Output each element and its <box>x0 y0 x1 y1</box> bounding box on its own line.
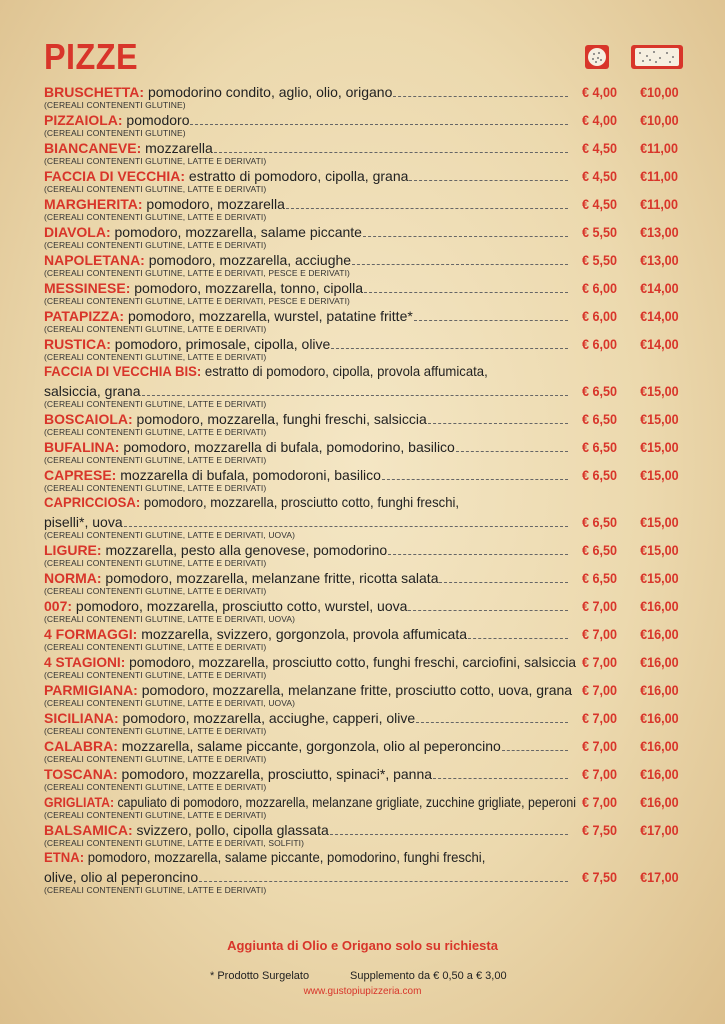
price-large: €13,00 <box>640 252 679 268</box>
pizza-ingredients: pomodoro, mozzarella <box>142 196 285 212</box>
menu-item-price-line <box>44 409 684 429</box>
dotted-leader <box>364 292 568 293</box>
price-large: €14,00 <box>640 336 679 352</box>
menu-item <box>44 82 684 110</box>
menu-item <box>44 409 684 437</box>
allergens-note: (CEREALI CONTENENTI GLUTINE, LATTE E DERIVATI) <box>44 782 267 792</box>
pizza-ingredients-continued: piselli*, uova <box>44 514 123 530</box>
pizza-ingredients: estratto di pomodoro, cipolla, grana <box>185 168 409 184</box>
price-large: €11,00 <box>640 196 678 212</box>
pizza-ingredients: pomodoro, mozzarella, prosciutto cotto, wurstel, uova <box>72 598 408 614</box>
pizza-name: SICILIANA: <box>44 710 119 726</box>
menu-item <box>44 568 684 596</box>
price-large: €16,00 <box>640 626 679 642</box>
pizza-ingredients: mozzarella, salame piccante, gorgonzola, olio al peperoncino <box>117 738 501 754</box>
menu-item <box>44 652 684 680</box>
price-large: €14,00 <box>640 308 679 324</box>
menu-item-price-line <box>44 465 684 485</box>
menu-item-price-line <box>44 820 684 840</box>
price-small: € 6,50 <box>581 439 617 455</box>
menu-item <box>44 493 684 540</box>
allergens-note: (CEREALI CONTENENTI GLUTINE, LATTE E DERIVATI) <box>44 483 267 493</box>
price-small: € 5,50 <box>581 252 617 268</box>
price-small: € 6,50 <box>581 570 617 586</box>
pizza-ingredients: pomodoro, mozzarella, prosciutto cotto, funghi freschi, carciofini, salsiccia <box>125 654 577 670</box>
menu-item <box>44 362 684 409</box>
dotted-leader <box>190 124 568 125</box>
price-small: € 4,00 <box>581 112 617 128</box>
price-large: €15,00 <box>640 542 679 558</box>
dotted-leader <box>331 348 568 349</box>
price-large: €15,00 <box>640 514 679 530</box>
page-title: PIZZE <box>44 36 139 77</box>
allergens-note: (CEREALI CONTENENTI GLUTINE, LATTE E DERIVATI) <box>44 240 267 250</box>
price-large: €13,00 <box>640 224 679 240</box>
price-large: €15,00 <box>640 383 679 399</box>
pizza-name: PARMIGIANA: <box>44 682 138 698</box>
oil-oregano-note: Aggiunta di Olio e Origano solo su richiesta <box>227 938 498 953</box>
price-large: €15,00 <box>640 467 679 483</box>
menu-item <box>44 680 684 708</box>
pizza-name: 4 FORMAGGI: <box>44 626 138 642</box>
pizza-name: NAPOLETANA: <box>44 252 145 268</box>
pizza-ingredients: pomodoro, mozzarella, wurstel, patatine fritte* <box>124 308 413 324</box>
menu-item <box>44 848 684 895</box>
menu-item-price-line <box>44 596 684 616</box>
menu-item-price-line <box>44 138 684 158</box>
menu-item-price-line <box>44 512 684 532</box>
menu-item-first-line <box>44 848 644 867</box>
menu-item <box>44 596 684 624</box>
pizza-name: PIZZAIOLA: <box>44 112 123 128</box>
price-large: €16,00 <box>640 654 679 670</box>
pizza-name: PATAPIZZA: <box>44 308 125 324</box>
dotted-leader <box>388 554 568 555</box>
allergens-note: (CEREALI CONTENENTI GLUTINE, LATTE E DERIVATI) <box>44 352 267 362</box>
price-small: € 7,00 <box>581 626 617 642</box>
pizza-ingredients: pomodoro, mozzarella, prosciutto, spinaci*, panna <box>117 766 433 782</box>
dotted-leader <box>352 264 568 265</box>
pizza-ingredients: pomodoro, mozzarella, salame piccante <box>110 224 362 240</box>
allergens-note: (CEREALI CONTENENTI GLUTINE, LATTE E DERIVATI) <box>44 156 267 166</box>
menu-item-price-line <box>44 624 684 644</box>
dotted-leader <box>409 180 568 181</box>
menu-item <box>44 110 684 138</box>
dotted-leader <box>416 722 568 723</box>
pizza-name: MARGHERITA: <box>44 196 143 212</box>
price-large: €10,00 <box>640 112 679 128</box>
allergens-note: (CEREALI CONTENENTI GLUTINE, LATTE E DERIVATI, UOVA) <box>44 614 296 624</box>
price-large: €17,00 <box>640 869 679 885</box>
pizza-ingredients: pomodoro, mozzarella di bufala, pomodorino, basilico <box>119 439 455 455</box>
menu-item <box>44 764 684 792</box>
price-small: € 4,50 <box>581 140 617 156</box>
menu-item-price-line <box>44 680 684 700</box>
dotted-leader <box>428 423 568 424</box>
pizza-ingredients: pomodoro, mozzarella, funghi freschi, salsiccia <box>132 411 427 427</box>
pizza-menu-list <box>44 82 684 895</box>
menu-item-price-line <box>44 222 684 242</box>
menu-item-first-line <box>44 362 644 381</box>
allergens-note: (CEREALI CONTENENTI GLUTINE, LATTE E DERIVATI) <box>44 810 267 820</box>
dotted-leader <box>124 526 568 527</box>
pizza-name: CAPRICCIOSA: <box>44 494 141 510</box>
price-small: € 6,50 <box>581 411 617 427</box>
price-large: €16,00 <box>640 794 679 810</box>
menu-item <box>44 437 684 465</box>
menu-item <box>44 334 684 362</box>
pizza-ingredients: pomodoro, mozzarella, acciughe, capperi, olive <box>118 710 416 726</box>
frozen-product-note: * Prodotto Surgelato <box>210 970 310 982</box>
menu-item <box>44 540 684 568</box>
menu-item <box>44 736 684 764</box>
pizza-name: MESSINESE: <box>44 280 131 296</box>
large-pizza-icon <box>630 44 684 70</box>
allergens-note: (CEREALI CONTENENTI GLUTINE, LATTE E DERIVATI) <box>44 885 267 895</box>
pizza-ingredients-continued: olive, olio al peperoncino <box>44 869 199 885</box>
menu-item-price-line <box>44 250 684 270</box>
price-small: € 6,00 <box>581 308 617 324</box>
allergens-note: (CEREALI CONTENENTI GLUTINE, LATTE E DERIVATI) <box>44 212 267 222</box>
allergens-note: (CEREALI CONTENENTI GLUTINE, LATTE E DERIVATI) <box>44 324 267 334</box>
price-small: € 7,00 <box>581 682 617 698</box>
pizza-ingredients: mozzarella di bufala, pomodoroni, basilico <box>116 467 381 483</box>
menu-item-price-line <box>44 568 684 588</box>
menu-item <box>44 166 684 194</box>
allergens-note: (CEREALI CONTENENTI GLUTINE, LATTE E DERIVATI) <box>44 726 267 736</box>
allergens-note: (CEREALI CONTENENTI GLUTINE, LATTE E DERIVATI) <box>44 184 267 194</box>
dotted-leader <box>142 395 569 396</box>
pizza-name: ETNA: <box>44 849 85 865</box>
menu-item-price-line <box>44 652 684 672</box>
allergens-note: (CEREALI CONTENENTI GLUTINE, LATTE E DERIVATI) <box>44 455 267 465</box>
pizza-ingredients: capuliato di pomodoro, mozzarella, melanzane grigliate, zucchine grigliate, peperoni <box>114 794 577 810</box>
pizza-name: GRIGLIATA: <box>44 794 115 810</box>
allergens-note: (CEREALI CONTENENTI GLUTINE, LATTE E DERIVATI) <box>44 586 267 596</box>
menu-item-price-line <box>44 792 684 812</box>
dotted-leader <box>286 208 568 209</box>
allergens-note: (CEREALI CONTENENTI GLUTINE, LATTE E DERIVATI, PESCE E DERIVATI) <box>44 268 350 278</box>
pizza-ingredients-continued: salsiccia, grana <box>44 383 141 399</box>
menu-item-price-line <box>44 82 684 102</box>
pizza-name: 4 STAGIONI: <box>44 654 126 670</box>
price-large: €15,00 <box>640 439 679 455</box>
menu-item <box>44 708 684 736</box>
menu-item-price-line <box>44 194 684 214</box>
dotted-leader <box>439 582 568 583</box>
price-large: €15,00 <box>640 411 679 427</box>
price-large: €16,00 <box>640 738 679 754</box>
price-large: €17,00 <box>640 822 679 838</box>
dotted-leader <box>382 479 568 480</box>
menu-item-price-line <box>44 708 684 728</box>
pizza-name: LIGURE: <box>44 542 102 558</box>
menu-item <box>44 624 684 652</box>
pizza-name: NORMA: <box>44 570 102 586</box>
price-small: € 7,00 <box>581 738 617 754</box>
menu-item <box>44 194 684 222</box>
price-small: € 7,00 <box>581 598 617 614</box>
price-large: €16,00 <box>640 682 679 698</box>
price-large: €16,00 <box>640 598 679 614</box>
dotted-leader <box>408 610 568 611</box>
allergens-note: (CEREALI CONTENENTI GLUTINE, LATTE E DERIVATI, PESCE E DERIVATI) <box>44 296 350 306</box>
dotted-leader <box>199 881 568 882</box>
menu-item-price-line <box>44 736 684 756</box>
menu-item <box>44 465 684 493</box>
pizza-name: BOSCAIOLA: <box>44 411 133 427</box>
menu-item <box>44 306 684 334</box>
dotted-leader <box>393 96 568 97</box>
pizza-name: BALSAMICA: <box>44 822 133 838</box>
allergens-note: (CEREALI CONTENENTI GLUTINE) <box>44 128 186 138</box>
allergens-note: (CEREALI CONTENENTI GLUTINE, LATTE E DERIVATI, UOVA) <box>44 698 296 708</box>
menu-item-first-line <box>44 493 644 512</box>
price-small: € 7,50 <box>581 869 617 885</box>
price-small: € 6,50 <box>581 542 617 558</box>
menu-item <box>44 278 684 306</box>
price-small: € 7,50 <box>581 822 617 838</box>
allergens-note: (CEREALI CONTENENTI GLUTINE, LATTE E DERIVATI) <box>44 670 267 680</box>
dotted-leader <box>214 152 568 153</box>
pizza-name: BIANCANEVE: <box>44 140 142 156</box>
allergens-note: (CEREALI CONTENENTI GLUTINE) <box>44 100 186 110</box>
pizza-ingredients: pomodoro, mozzarella, melanzane fritte, prosciutto cotto, uova, grana <box>137 682 573 698</box>
allergens-note: (CEREALI CONTENENTI GLUTINE, LATTE E DERIVATI) <box>44 558 267 568</box>
supplement-note: Supplemento da € 0,50 a € 3,00 <box>350 970 507 982</box>
pizza-name: TOSCANA: <box>44 766 118 782</box>
dotted-leader <box>456 451 568 452</box>
dotted-leader <box>363 236 568 237</box>
menu-item-price-line <box>44 381 684 401</box>
pizza-ingredients: mozzarella, svizzero, gorgonzola, provola affumicata <box>137 626 468 642</box>
pizza-ingredients: pomodoro, mozzarella, prosciutto cotto, funghi freschi, <box>140 494 460 510</box>
pizza-name: 007: <box>44 598 73 614</box>
price-small: € 7,00 <box>581 710 617 726</box>
allergens-note: (CEREALI CONTENENTI GLUTINE, LATTE E DERIVATI) <box>44 399 267 409</box>
price-small: € 4,50 <box>581 196 617 212</box>
price-large: €16,00 <box>640 710 679 726</box>
pizza-ingredients: mozzarella <box>141 140 213 156</box>
allergens-note: (CEREALI CONTENENTI GLUTINE, LATTE E DERIVATI) <box>44 642 267 652</box>
menu-item-price-line <box>44 166 684 186</box>
pizza-name: CALABRA: <box>44 738 118 754</box>
price-large: €10,00 <box>640 84 679 100</box>
price-small: € 7,00 <box>581 654 617 670</box>
menu-item <box>44 222 684 250</box>
pizza-name: CAPRESE: <box>44 467 117 483</box>
pizza-ingredients: pomodoro, mozzarella, salame piccante, pomodorino, funghi freschi, <box>84 849 486 865</box>
menu-item-price-line <box>44 334 684 354</box>
pizza-ingredients: pomodoro, mozzarella, melanzane fritte, ricotta salata <box>101 570 439 586</box>
allergens-note: (CEREALI CONTENENTI GLUTINE, LATTE E DERIVATI, UOVA) <box>44 530 296 540</box>
pizza-ingredients: pomodoro, mozzarella, acciughe <box>144 252 352 268</box>
price-small: € 4,50 <box>581 168 617 184</box>
menu-item-price-line <box>44 110 684 130</box>
small-pizza-icon <box>584 44 610 70</box>
dotted-leader <box>502 750 568 751</box>
dotted-leader <box>330 834 568 835</box>
price-small: € 7,00 <box>581 794 617 810</box>
dotted-leader <box>433 778 568 779</box>
dotted-leader <box>414 320 568 321</box>
menu-item-price-line <box>44 278 684 298</box>
website-link[interactable]: www.gustopiupizzeria.com <box>303 986 422 997</box>
menu-item-price-line <box>44 764 684 784</box>
menu-item <box>44 820 684 848</box>
menu-item-price-line <box>44 540 684 560</box>
pizza-ingredients: pomodoro, primosale, cipolla, olive <box>110 336 331 352</box>
allergens-note: (CEREALI CONTENENTI GLUTINE, LATTE E DERIVATI) <box>44 427 267 437</box>
price-small: € 5,50 <box>581 224 617 240</box>
pizza-name: DIAVOLA: <box>44 224 111 240</box>
price-large: €11,00 <box>640 140 678 156</box>
menu-item-price-line <box>44 867 684 887</box>
price-small: € 6,50 <box>581 514 617 530</box>
price-small: € 7,00 <box>581 766 617 782</box>
allergens-note: (CEREALI CONTENENTI GLUTINE, LATTE E DERIVATI, SOLFITI) <box>44 838 305 848</box>
pizza-ingredients: estratto di pomodoro, cipolla, provola affumicata, <box>201 363 488 379</box>
price-large: €14,00 <box>640 280 679 296</box>
menu-item-price-line <box>44 437 684 457</box>
price-small: € 6,50 <box>581 383 617 399</box>
price-large: €11,00 <box>640 168 678 184</box>
pizza-name: BRUSCHETTA: <box>44 84 145 100</box>
pizza-name: FACCIA DI VECCHIA: <box>44 168 186 184</box>
price-small: € 6,00 <box>581 280 617 296</box>
price-small: € 6,50 <box>581 467 617 483</box>
pizza-name: BUFALINA: <box>44 439 120 455</box>
pizza-name: FACCIA DI VECCHIA BIS: <box>44 363 202 379</box>
pizza-ingredients: pomodoro, mozzarella, tonno, cipolla <box>130 280 364 296</box>
price-small: € 4,00 <box>581 84 617 100</box>
pizza-ingredients: mozzarella, pesto alla genovese, pomodorino <box>101 542 388 558</box>
allergens-note: (CEREALI CONTENENTI GLUTINE, LATTE E DERIVATI) <box>44 754 267 764</box>
price-small: € 6,00 <box>581 336 617 352</box>
pizza-ingredients: pomodoro <box>122 112 190 128</box>
menu-item-price-line <box>44 306 684 326</box>
menu-item <box>44 138 684 166</box>
price-large: €15,00 <box>640 570 679 586</box>
pizza-ingredients: svizzero, pollo, cipolla glassata <box>132 822 329 838</box>
menu-item <box>44 792 684 820</box>
pizza-name: RUSTICA: <box>44 336 111 352</box>
dotted-leader <box>468 638 568 639</box>
menu-item <box>44 250 684 278</box>
pizza-ingredients: pomodorino condito, aglio, olio, origano <box>144 84 393 100</box>
price-large: €16,00 <box>640 766 679 782</box>
